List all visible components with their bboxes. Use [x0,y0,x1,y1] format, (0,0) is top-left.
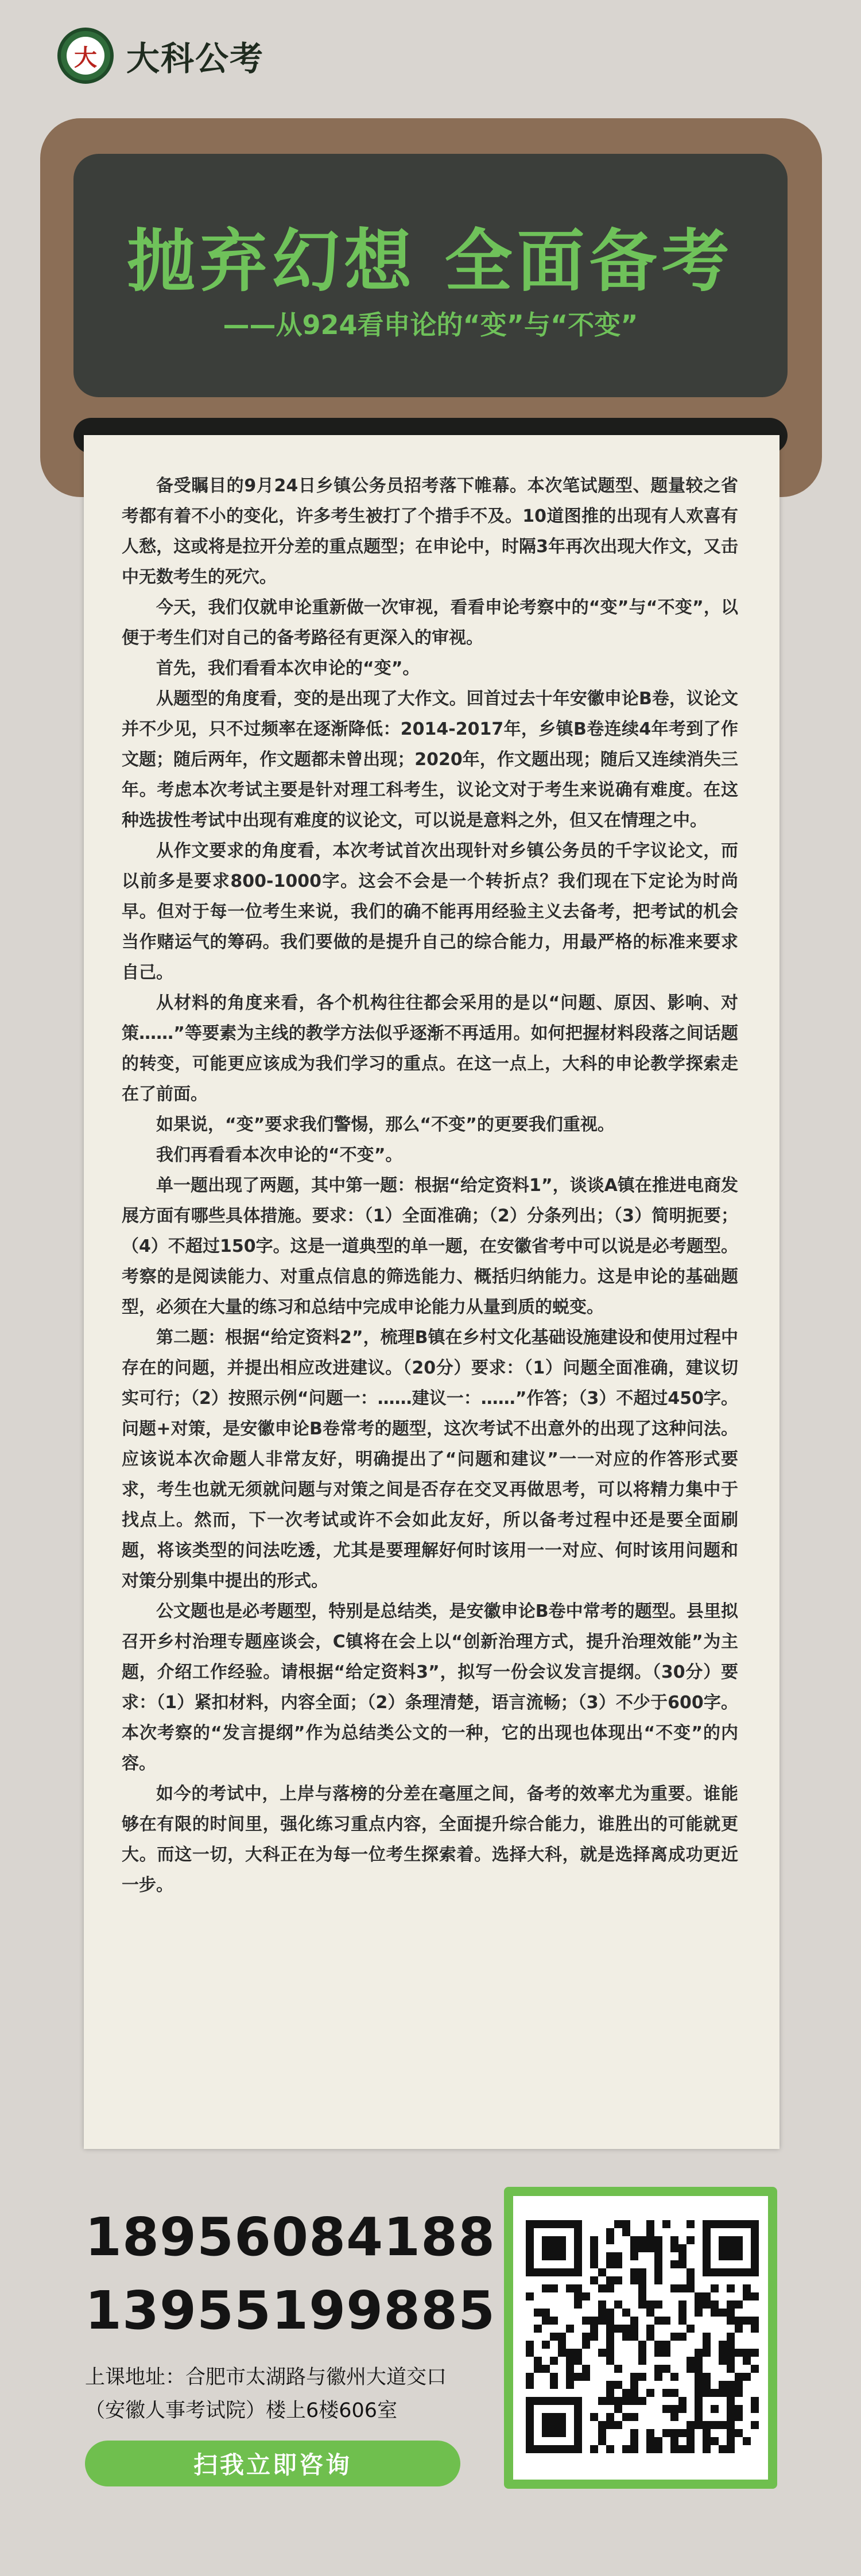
article-paragraph: 如果说，“变”要求我们警惕，那么“不变”的更要我们重视。 [156,1115,615,1135]
article-paragraph: 公文题也是必考题型，特别是总结类，是安徽申论B卷中常考的题型。县里拟召开乡村治理专题座谈会，C镇将在会上以“创新治理方式，提升治理效能”为主题，介绍工作经验。请根据“给定资料3”，拟写一份会议发言提纲。（30分）要求：（1）紧扣材料，内容全面；（2）条理清楚，语言流畅；（3）不少于600字。本次考察的“发言提纲”作为总结类公文的一种，它的出现也体现出“不变”的内容。 [122,1601,738,1774]
article-paper [84,435,779,2149]
phone-number-2[interactable]: 13955199885 [85,2280,496,2341]
article-paragraph: 如今的考试中，上岸与落榜的分差在毫厘之间，备考的效率尤为重要。谁能够在有限的时间里，强化练习重点内容，全面提升综合能力，谁胜出的可能就更大。而这一切，大科正在为每一位考生探索着。选择大科，就是选择离成功更近一步。 [122,1784,738,1895]
brand-emblem-glyph: 大 [67,37,104,75]
brand-emblem-icon [57,28,114,84]
qr-code-icon[interactable] [513,2196,768,2480]
article-paragraph: 第二题：根据“给定资料2”，梳理B镇在乡村文化基础设施建设和使用过程中存在的问题，并提出相应改进建议。（20分）要求：（1）问题全面准确，建议切实可行；（2）按照示例“问题一：……建议一：……”作答；（3）不超过450字。问题+对策，是安徽申论B卷常考的题型，这次考试不出意外的出现了这种问法。应该说本次命题人非常友好，明确提出了“问题和建议”一一对应的作答形式要求，考生也就无须就问题与对策之间是否存在交叉再做思考，可以将精力集中于找点上。然而，下一次考试或许不会如此友好，所以备考过程中还是要全面刷题，将该类型的问法吃透，尤其是要理解好何时该用一一对应、何时该用问题和对策分别集中提出的形式。 [122,1328,738,1591]
brand-logo [57,28,264,84]
headline-title: 抛弃幻想 全面备考 [127,222,734,301]
article-paragraph: 今天，我们仅就申论重新做一次审视，看看申论考察中的“变”与“不变”，以便于考生们对自己的备考路径有更深入的审视。 [122,598,738,648]
brand-name: 大科公考 [126,39,265,78]
chalkboard [73,154,788,397]
phone-number-1[interactable]: 18956084188 [85,2206,496,2268]
article-paragraph: 从作文要求的角度看，本次考试首次出现针对乡镇公务员的千字议论文，而以前多是要求800-1000字。这会不会是一个转折点？我们现在下定论为时尚早。但对于每一位考生来说，我们的确不能再用经验主义去备考，把考试的机会当作赌运气的筹码。我们要做的是提升自己的综合能力，用最严格的标准来要求自己。 [122,841,738,983]
article-paragraph: 首先，我们看看本次申论的“变”。 [156,658,420,678]
address-line-2: （安徽人事考试院）楼上6楼606室 [85,2399,398,2422]
consult-button[interactable]: 扫我立即咨询 [85,2441,460,2486]
article-body [84,435,779,1900]
article-paragraph: 从题型的角度看，变的是出现了大作文。回首过去十年安徽申论B卷，议论文并不少见，只不过频率在逐渐降低：2014-2017年，乡镇B卷连续4年考到了作文题；随后两年，作文题都未曾出现；2020年，作文题出现；随后又连续消失三年。考虑本次考试主要是针对理工科考生，议论文对于考生来说确有难度。在这种选拔性考试中出现有难度的议论文，可以说是意料之外，但又在情理之中。 [122,689,738,831]
headline-subtitle: ——从924看申论的“变”与“不变” [223,309,638,340]
qr-code-graphic [513,2196,768,2480]
article-paragraph: 单一题出现了两题，其中第一题：根据“给定资料1”，谈谈A镇在推进电商发展方面有哪些具体措施。要求：（1）全面准确；（2）分条列出；（3）简明扼要；（4）不超过150字。这是一道典型的单一题，在安徽省考中可以说是必考题型。考察的是阅读能力、对重点信息的筛选能力、概括归纳能力。这是申论的基础题型，必须在大量的练习和总结中完成申论能力从量到质的蜕变。 [122,1176,738,1317]
address-line-1: 上课地址：合肥市太湖路与徽州大道交口 [85,2366,447,2389]
article-paragraph: 我们再看看本次申论的“不变”。 [156,1145,403,1165]
article-paragraph: 备受瞩目的9月24日乡镇公务员招考落下帷幕。本次笔试题型、题量较之省考都有着不小的变化，许多考生被打了个措手不及。10道图推的出现有人欢喜有人愁，这或将是拉开分差的重点题型；在申论中，时隔3年再次出现大作文，又击中无数考生的死穴。 [122,476,738,587]
article-paragraph: 从材料的角度来看，各个机构往往都会采用的是以“问题、原因、影响、对策……”等要素为主线的教学方法似乎逐渐不再适用。如何把握材料段落之间话题的转变，可能更应该成为我们学习的重点。在这一点上，大科的申论教学探索走在了前面。 [122,993,738,1104]
